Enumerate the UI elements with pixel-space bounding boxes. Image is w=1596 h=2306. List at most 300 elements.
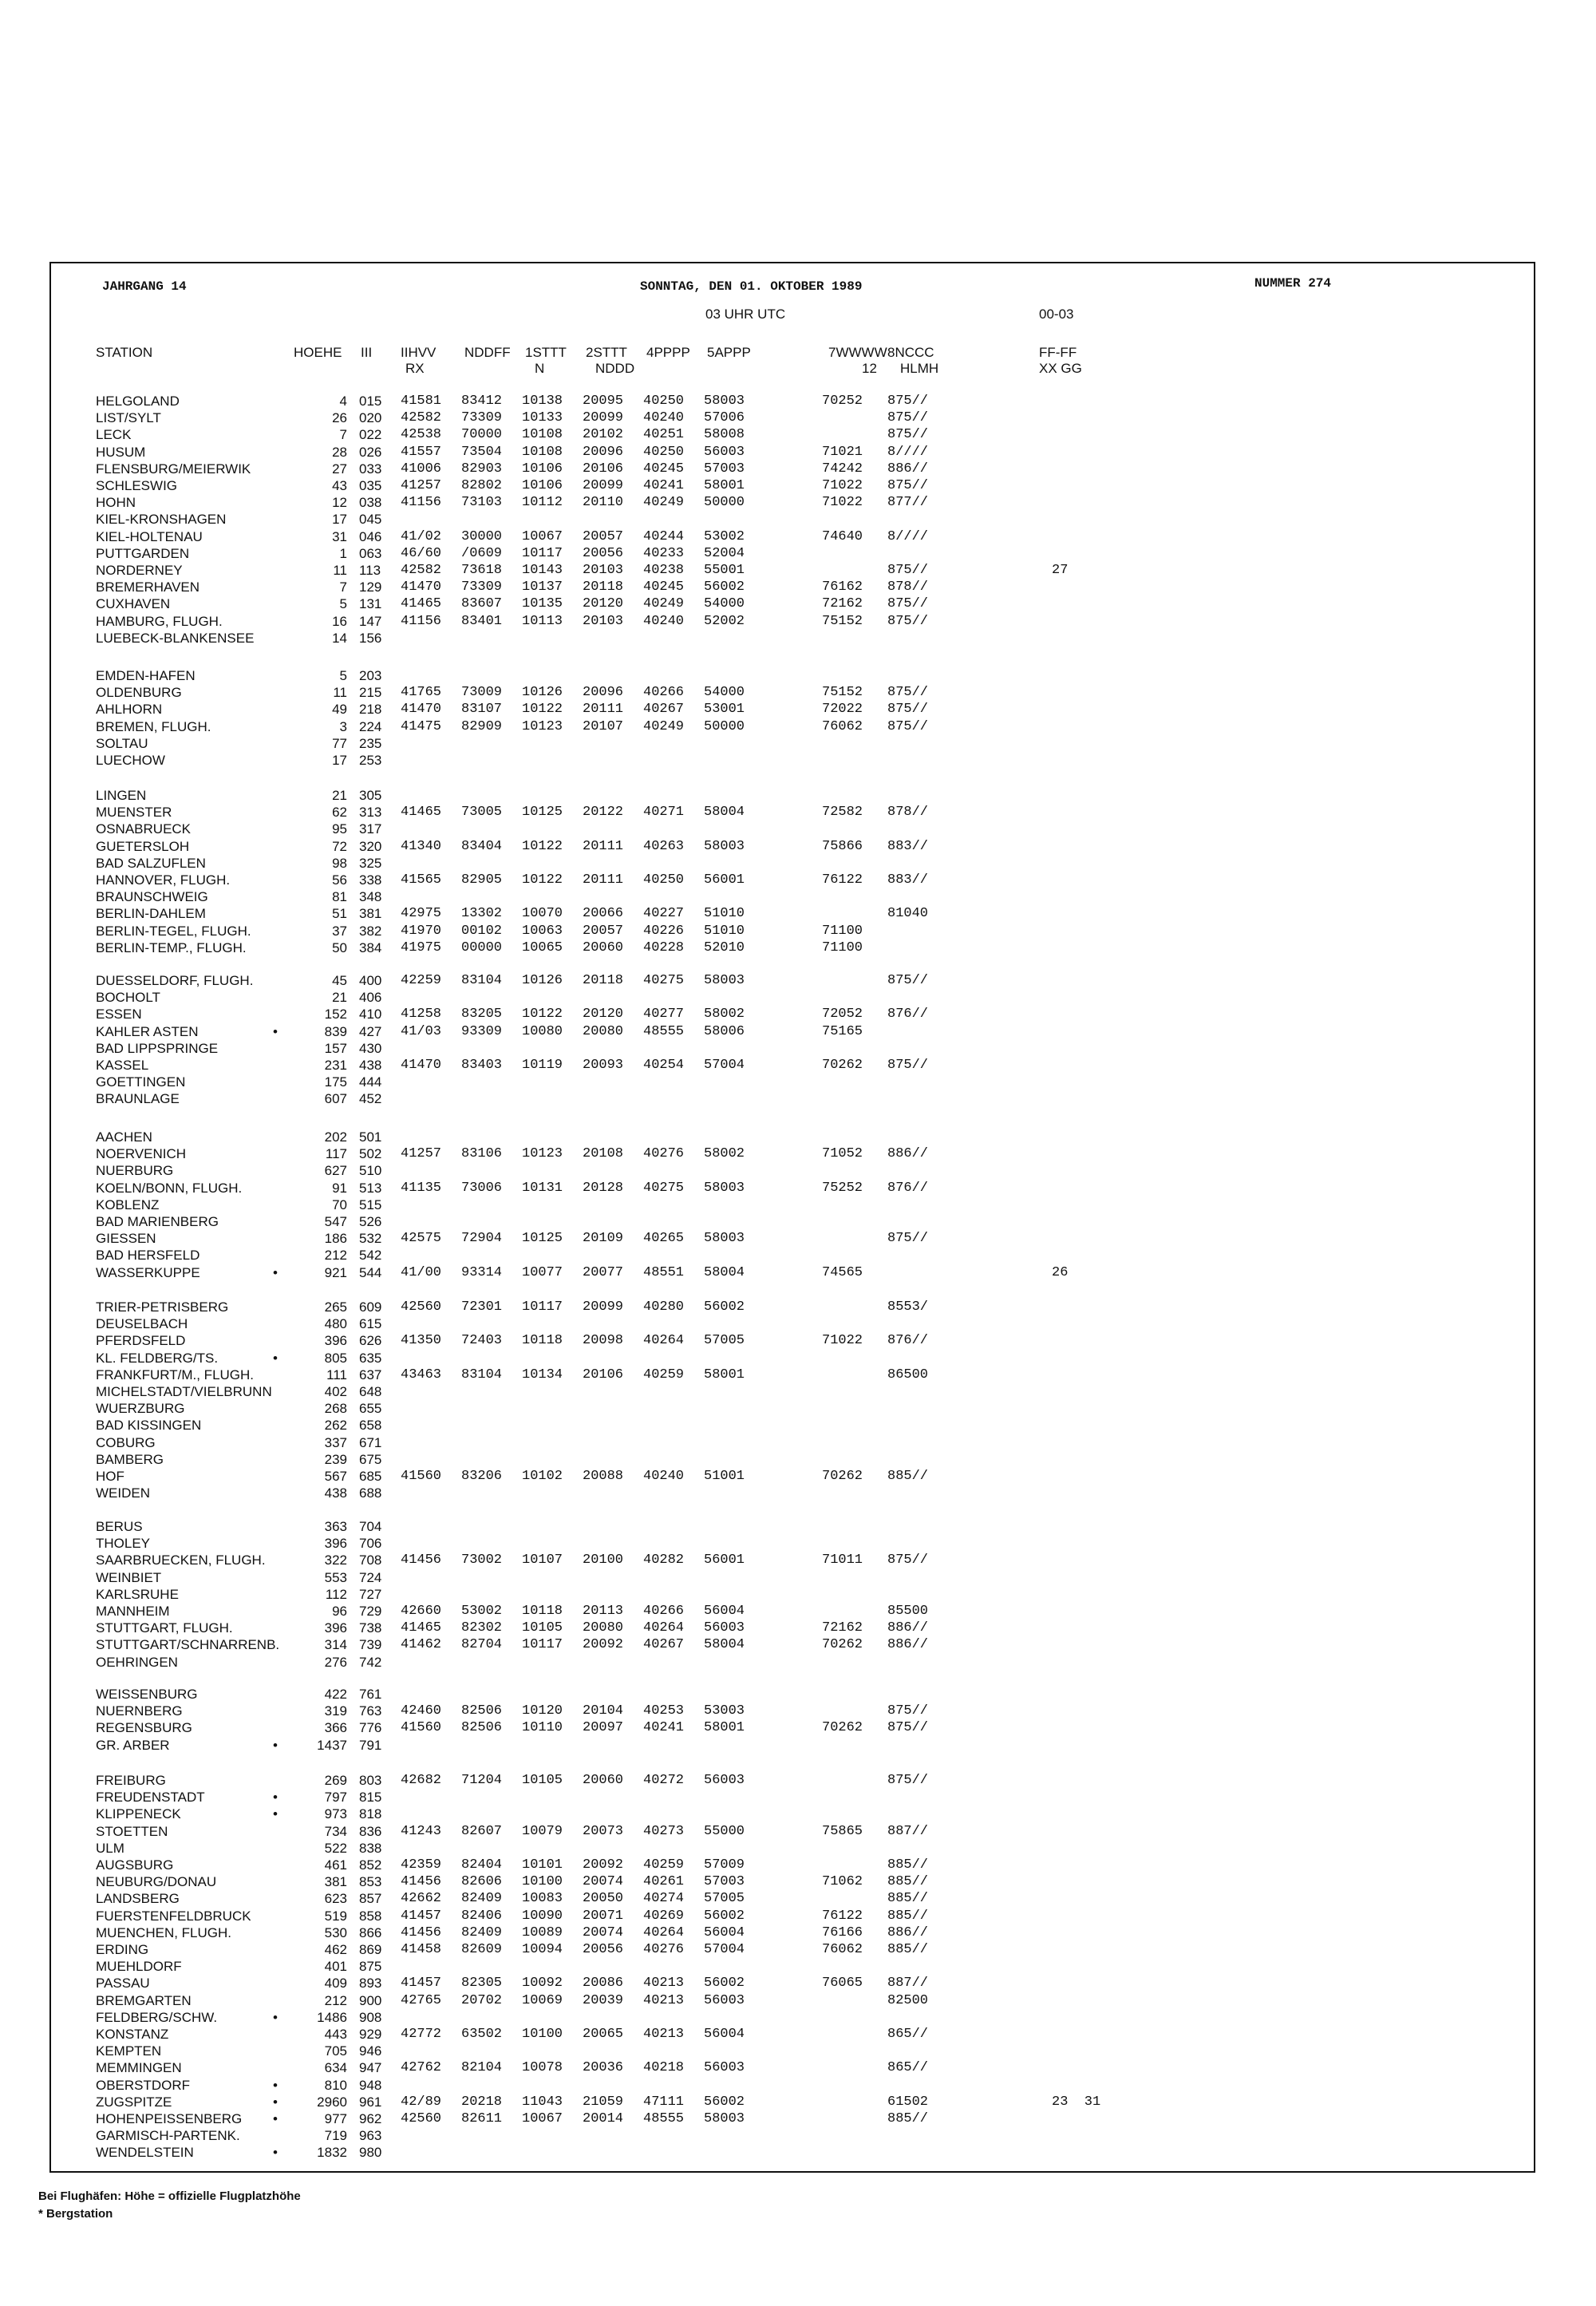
group-c3: 10122 [522, 872, 563, 888]
group-c2: 82305 [461, 1976, 503, 1992]
station-number: 961 [359, 2094, 382, 2110]
station-height: 62 [332, 805, 347, 821]
group-c1: 41006 [401, 461, 442, 477]
station-height: 461 [324, 1857, 347, 1873]
group-c4: 20111 [583, 702, 624, 718]
station-number: 542 [359, 1248, 382, 1264]
station-number: 836 [359, 1823, 382, 1839]
group-c5: 40275 [643, 1180, 685, 1196]
group-c3: 10077 [522, 1264, 563, 1280]
group-c6: 51010 [704, 923, 745, 939]
group-c5: 40218 [643, 2060, 685, 2076]
table-row [0, 409, 1596, 426]
station-number: 325 [359, 855, 382, 871]
group-c5: 40276 [643, 1146, 685, 1162]
station-height: 734 [324, 1823, 347, 1839]
group-c7: 76122 [822, 1908, 863, 1924]
station-name: KONSTANZ [96, 2027, 169, 2042]
station-number: 305 [359, 788, 382, 803]
group-c3: 10125 [522, 1231, 563, 1247]
group-c4: 21059 [583, 2094, 624, 2110]
group-c4: 20073 [583, 1823, 624, 1839]
group-c5: 40253 [643, 1703, 685, 1719]
station-name: AHLHORN [96, 702, 163, 718]
group-c5: 40269 [643, 1908, 685, 1924]
group-c4: 20039 [583, 1992, 624, 2008]
station-name: HOF [96, 1469, 124, 1484]
table-row [0, 804, 1596, 821]
group-c1: 41456 [401, 1924, 442, 1940]
group-c2: 30000 [461, 528, 503, 544]
table-row [0, 1586, 1596, 1603]
table-row [0, 1180, 1596, 1197]
station-height: 98 [332, 855, 347, 871]
table-row [0, 2043, 1596, 2059]
table-row [0, 972, 1596, 989]
group-c6: 58002 [704, 1007, 745, 1022]
group-c1: 41350 [401, 1333, 442, 1349]
group-c3: 10108 [522, 444, 563, 460]
station-name: EMDEN-HAFEN [96, 668, 196, 683]
table-row [0, 939, 1596, 956]
group-c7: 72052 [822, 1007, 863, 1022]
group-c6: 53003 [704, 1703, 745, 1719]
station-height: 719 [324, 2128, 347, 2144]
station-height: 705 [324, 2043, 347, 2059]
station-height: 977 [324, 2111, 347, 2126]
group-c1: 41560 [401, 1469, 442, 1484]
station-number: 635 [359, 1350, 382, 1366]
station-height: 31 [332, 528, 347, 544]
station-name: ERDING [96, 1942, 149, 1957]
station-height: 239 [324, 1451, 347, 1467]
group-c2: 93309 [461, 1023, 503, 1039]
group-c2: 82606 [461, 1874, 503, 1890]
station-number: 038 [359, 495, 382, 511]
group-c5: 40264 [643, 1620, 685, 1636]
group-c1: 41462 [401, 1637, 442, 1653]
station-name: GR. ARBER [96, 1737, 170, 1753]
station-height: 21 [332, 990, 347, 1006]
group-c7: 75165 [822, 1023, 863, 1039]
group-c3: 10135 [522, 596, 563, 612]
group-c2: 72301 [461, 1299, 503, 1315]
station-number: 022 [359, 427, 382, 443]
group-c3: 10079 [522, 1823, 563, 1839]
group-c1: 41465 [401, 805, 442, 821]
group-c2: 73309 [461, 410, 503, 426]
group-c1: 42662 [401, 1891, 442, 1907]
group-c5: 40238 [643, 563, 685, 578]
station-height: 157 [324, 1040, 347, 1056]
group-c1: 41258 [401, 1007, 442, 1022]
group-c1: 42575 [401, 1231, 442, 1247]
group-c1: 41458 [401, 1942, 442, 1957]
station-name: BERLIN-TEMP., FLUGH. [96, 939, 247, 955]
group-c7: 76162 [822, 579, 863, 595]
station-height: 152 [324, 1007, 347, 1022]
mountain-marker: • [273, 1806, 278, 1822]
station-name: NUERNBERG [96, 1703, 183, 1719]
station-name: BRAUNSCHWEIG [96, 889, 208, 905]
group-c3: 10107 [522, 1552, 563, 1568]
station-name: HUSUM [96, 444, 146, 460]
group-c6: 58002 [704, 1146, 745, 1162]
group-c3: 11043 [522, 2094, 563, 2110]
group-c4: 20050 [583, 1891, 624, 1907]
station-height: 17 [332, 753, 347, 768]
station-number: 253 [359, 753, 382, 768]
station-number: 626 [359, 1333, 382, 1349]
group-c8: 8//// [887, 528, 929, 544]
station-height: 11 [333, 685, 347, 701]
group-c5: 40240 [643, 410, 685, 426]
table-row [0, 2110, 1596, 2127]
group-c2: 83404 [461, 838, 503, 854]
group-c5: 40249 [643, 495, 685, 511]
group-c6: 56003 [704, 2060, 745, 2076]
group-c3: 10117 [522, 1637, 563, 1653]
group-c3: 10133 [522, 410, 563, 426]
station-height: 547 [324, 1214, 347, 1229]
group-c2: 83607 [461, 596, 503, 612]
group-c8: 86500 [887, 1367, 929, 1382]
group-c5: 40267 [643, 1637, 685, 1653]
station-number: 513 [359, 1180, 382, 1196]
station-name: STOETTEN [96, 1823, 168, 1839]
group-c8: 8//// [887, 444, 929, 460]
station-height: 363 [324, 1519, 347, 1534]
group-c9: 23 31 [1052, 2094, 1101, 2110]
station-number: 224 [359, 718, 382, 734]
station-height: 973 [324, 1806, 347, 1822]
group-c1: 41457 [401, 1976, 442, 1992]
group-c7: 70262 [822, 1469, 863, 1484]
col-12: 12 [862, 361, 877, 376]
group-c4: 20092 [583, 1857, 624, 1873]
group-c5: 40276 [643, 1942, 685, 1957]
group-c8: 883// [887, 872, 929, 888]
group-c3: 10101 [522, 1857, 563, 1873]
group-c6: 57004 [704, 1058, 745, 1073]
col-n: N [535, 361, 545, 376]
col-ff-ff: FF-FF [1039, 345, 1077, 360]
station-number: 609 [359, 1299, 382, 1315]
col-7wwww: 7WWWW [828, 345, 887, 360]
table-row [0, 1434, 1596, 1451]
station-height: 519 [324, 1908, 347, 1924]
station-number: 729 [359, 1604, 382, 1619]
group-c5: 40240 [643, 613, 685, 629]
station-name: THOLEY [96, 1536, 151, 1552]
group-c6: 56002 [704, 1908, 745, 1924]
group-c5: 40277 [643, 1007, 685, 1022]
group-c6: 56001 [704, 1552, 745, 1568]
station-name: BAD HERSFELD [96, 1248, 200, 1264]
station-height: 402 [324, 1384, 347, 1399]
group-c3: 10137 [522, 579, 563, 595]
table-row [0, 1400, 1596, 1417]
group-c3: 10105 [522, 1620, 563, 1636]
col-station: STATION [96, 345, 153, 360]
group-c3: 10106 [522, 461, 563, 477]
station-height: 72 [332, 838, 347, 854]
station-height: 1 [339, 545, 347, 561]
group-c6: 56003 [704, 1773, 745, 1788]
station-name: WEISSENBURG [96, 1687, 198, 1702]
station-number: 063 [359, 545, 382, 561]
group-c8: 875// [887, 563, 929, 578]
group-c3: 10126 [522, 685, 563, 701]
group-c2: 00000 [461, 939, 503, 955]
group-c2: 83206 [461, 1469, 503, 1484]
date-line: SONNTAG, DEN 01. OKTOBER 1989 [640, 279, 863, 294]
group-c8: 887// [887, 1823, 929, 1839]
group-c8: 885// [887, 2111, 929, 2126]
group-c3: 10100 [522, 2027, 563, 2042]
group-c8: 885// [887, 1857, 929, 1873]
station-number: 706 [359, 1536, 382, 1552]
table-row [0, 1074, 1596, 1090]
station-number: 203 [359, 668, 382, 683]
table-row [0, 1703, 1596, 1719]
group-c8: 878// [887, 805, 929, 821]
station-height: 186 [324, 1231, 347, 1247]
group-c2: 73103 [461, 495, 503, 511]
station-number: 791 [359, 1737, 382, 1753]
group-c1: 41470 [401, 702, 442, 718]
table-row [0, 1162, 1596, 1179]
group-c2: 73504 [461, 444, 503, 460]
station-number: 724 [359, 1569, 382, 1585]
station-height: 269 [324, 1773, 347, 1788]
group-c3: 10112 [522, 495, 563, 511]
station-number: 776 [359, 1720, 382, 1736]
station-name: PASSAU [96, 1976, 150, 1992]
group-c1: 41340 [401, 838, 442, 854]
group-c2: 72904 [461, 1231, 503, 1247]
station-name: COBURG [96, 1434, 156, 1450]
group-c3: 10110 [522, 1720, 563, 1736]
station-name: HOHENPEISSENBERG [96, 2111, 243, 2126]
station-name: BREMEN, FLUGH. [96, 718, 211, 734]
group-c6: 58003 [704, 973, 745, 988]
group-c8: 885// [887, 1891, 929, 1907]
group-c3: 10094 [522, 1942, 563, 1957]
table-row [0, 1535, 1596, 1552]
station-height: 522 [324, 1840, 347, 1856]
station-height: 396 [324, 1333, 347, 1349]
group-c2: 82404 [461, 1857, 503, 1873]
group-c8: 875// [887, 1231, 929, 1247]
station-height: 70 [332, 1197, 347, 1212]
station-name: SAARBRUECKEN, FLUGH. [96, 1552, 266, 1568]
group-c1: 41970 [401, 923, 442, 939]
group-c3: 10126 [522, 973, 563, 988]
table-row [0, 545, 1596, 562]
table-row [0, 1129, 1596, 1145]
mountain-marker: • [273, 2077, 278, 2093]
group-c5: 48551 [643, 1264, 685, 1280]
station-name: STUTTGART/SCHNARRENB. [96, 1637, 280, 1653]
group-c3: 10118 [522, 1333, 563, 1349]
group-c4: 20111 [583, 838, 624, 854]
group-c6: 58001 [704, 1367, 745, 1382]
station-name: FLENSBURG/MEIERWIK [96, 461, 251, 477]
station-height: 396 [324, 1536, 347, 1552]
station-height: 480 [324, 1316, 347, 1332]
group-c1: 42682 [401, 1773, 442, 1788]
group-c2: 73618 [461, 563, 503, 578]
group-c8: 886// [887, 1146, 929, 1162]
station-number: 962 [359, 2111, 382, 2126]
group-c4: 20122 [583, 805, 624, 821]
group-c4: 20014 [583, 2111, 624, 2126]
table-row [0, 1315, 1596, 1332]
station-height: 21 [332, 788, 347, 803]
group-c8: 875// [887, 1058, 929, 1073]
table-row [0, 1789, 1596, 1806]
group-c7: 72022 [822, 702, 863, 718]
group-c6: 51010 [704, 906, 745, 922]
group-c5: 40240 [643, 1469, 685, 1484]
group-c2: 73309 [461, 579, 503, 595]
group-c6: 58006 [704, 1023, 745, 1039]
group-c5: 40282 [643, 1552, 685, 1568]
station-number: 338 [359, 872, 382, 888]
table-row [0, 1451, 1596, 1468]
group-c5: 40245 [643, 461, 685, 477]
table-row [0, 1090, 1596, 1107]
station-number: 763 [359, 1703, 382, 1719]
group-c1: 41156 [401, 613, 442, 629]
station-height: 797 [324, 1790, 347, 1806]
station-name: MEMMINGEN [96, 2060, 182, 2076]
table-row [0, 684, 1596, 701]
station-name: SOLTAU [96, 735, 148, 751]
group-c1: 42975 [401, 906, 442, 922]
station-name: LANDSBERG [96, 1891, 180, 1907]
table-row [0, 461, 1596, 477]
group-c6: 58004 [704, 1637, 745, 1653]
group-c4: 20113 [583, 1604, 624, 1619]
group-c3: 10122 [522, 702, 563, 718]
mountain-marker: • [273, 1264, 278, 1280]
station-number: 708 [359, 1552, 382, 1568]
station-name: WASSERKUPPE [96, 1264, 200, 1280]
station-name: FREUDENSTADT [96, 1790, 205, 1806]
station-number: 658 [359, 1418, 382, 1434]
group-c1: 42560 [401, 2111, 442, 2126]
group-c3: 10078 [522, 2060, 563, 2076]
station-height: 37 [332, 923, 347, 939]
group-c4: 20099 [583, 478, 624, 493]
table-row [0, 1350, 1596, 1367]
station-number: 515 [359, 1197, 382, 1212]
group-c6: 57003 [704, 461, 745, 477]
station-number: 852 [359, 1857, 382, 1873]
group-c8: 876// [887, 1180, 929, 1196]
table-row [0, 1840, 1596, 1857]
table-row [0, 2094, 1596, 2110]
table-row [0, 888, 1596, 905]
table-row [0, 1040, 1596, 1057]
group-c4: 20080 [583, 1620, 624, 1636]
group-c8: 875// [887, 427, 929, 443]
group-c4: 20071 [583, 1908, 624, 1924]
group-c2: 83104 [461, 1367, 503, 1382]
station-name: KARLSRUHE [96, 1586, 179, 1602]
group-c3: 10118 [522, 1604, 563, 1619]
station-name: ULM [96, 1840, 124, 1856]
station-height: 51 [332, 906, 347, 922]
station-height: 462 [324, 1942, 347, 1957]
station-name: KASSEL [96, 1058, 149, 1073]
group-c2: 82104 [461, 2060, 503, 2076]
station-name: LECK [96, 427, 132, 443]
station-name: BREMGARTEN [96, 1992, 192, 2008]
group-c4: 20110 [583, 495, 624, 511]
group-c7: 74242 [822, 461, 863, 477]
station-name: AUGSBURG [96, 1857, 174, 1873]
station-name: AACHEN [96, 1129, 152, 1145]
station-number: 948 [359, 2077, 382, 2093]
group-c8: 875// [887, 394, 929, 409]
group-c2: 82704 [461, 1637, 503, 1653]
col-8nccc: 8NCCC [887, 345, 934, 360]
group-c1: 41565 [401, 872, 442, 888]
station-name: HAMBURG, FLUGH. [96, 613, 223, 629]
time-label: 03 UHR UTC [705, 307, 786, 322]
station-name: MICHELSTADT/VIELBRUNN [96, 1384, 272, 1399]
station-name: KOBLENZ [96, 1197, 160, 1212]
station-number: 675 [359, 1451, 382, 1467]
station-height: 56 [332, 872, 347, 888]
station-height: 212 [324, 1992, 347, 2008]
station-name: DEUSELBACH [96, 1316, 188, 1332]
table-row [0, 1908, 1596, 1924]
station-height: 4 [339, 394, 347, 409]
station-height: 27 [332, 461, 347, 477]
table-row [0, 1383, 1596, 1400]
group-c5: 40259 [643, 1857, 685, 1873]
station-number: 648 [359, 1384, 382, 1399]
group-c8: 887// [887, 1976, 929, 1992]
group-c2: 82607 [461, 1823, 503, 1839]
station-name: CUXHAVEN [96, 596, 171, 612]
table-row [0, 511, 1596, 528]
group-c5: 40261 [643, 1874, 685, 1890]
footnote-mountain: * Bergstation [38, 2207, 113, 2221]
station-height: 11 [333, 563, 347, 578]
group-c7: 71011 [822, 1552, 863, 1568]
group-c4: 20065 [583, 2027, 624, 2042]
group-c4: 20128 [583, 1180, 624, 1196]
group-c1: 41560 [401, 1720, 442, 1736]
table-row [0, 1719, 1596, 1736]
group-c2: 82506 [461, 1720, 503, 1736]
station-number: 655 [359, 1401, 382, 1417]
station-number: 929 [359, 2027, 382, 2042]
station-height: 175 [324, 1074, 347, 1090]
table-row [0, 1417, 1596, 1434]
station-name: LIST/SYLT [96, 410, 161, 426]
station-name: KLIPPENECK [96, 1806, 181, 1822]
group-c4: 20056 [583, 545, 624, 561]
group-c1: 41456 [401, 1874, 442, 1890]
table-row [0, 1941, 1596, 1958]
group-c8: 876// [887, 1007, 929, 1022]
